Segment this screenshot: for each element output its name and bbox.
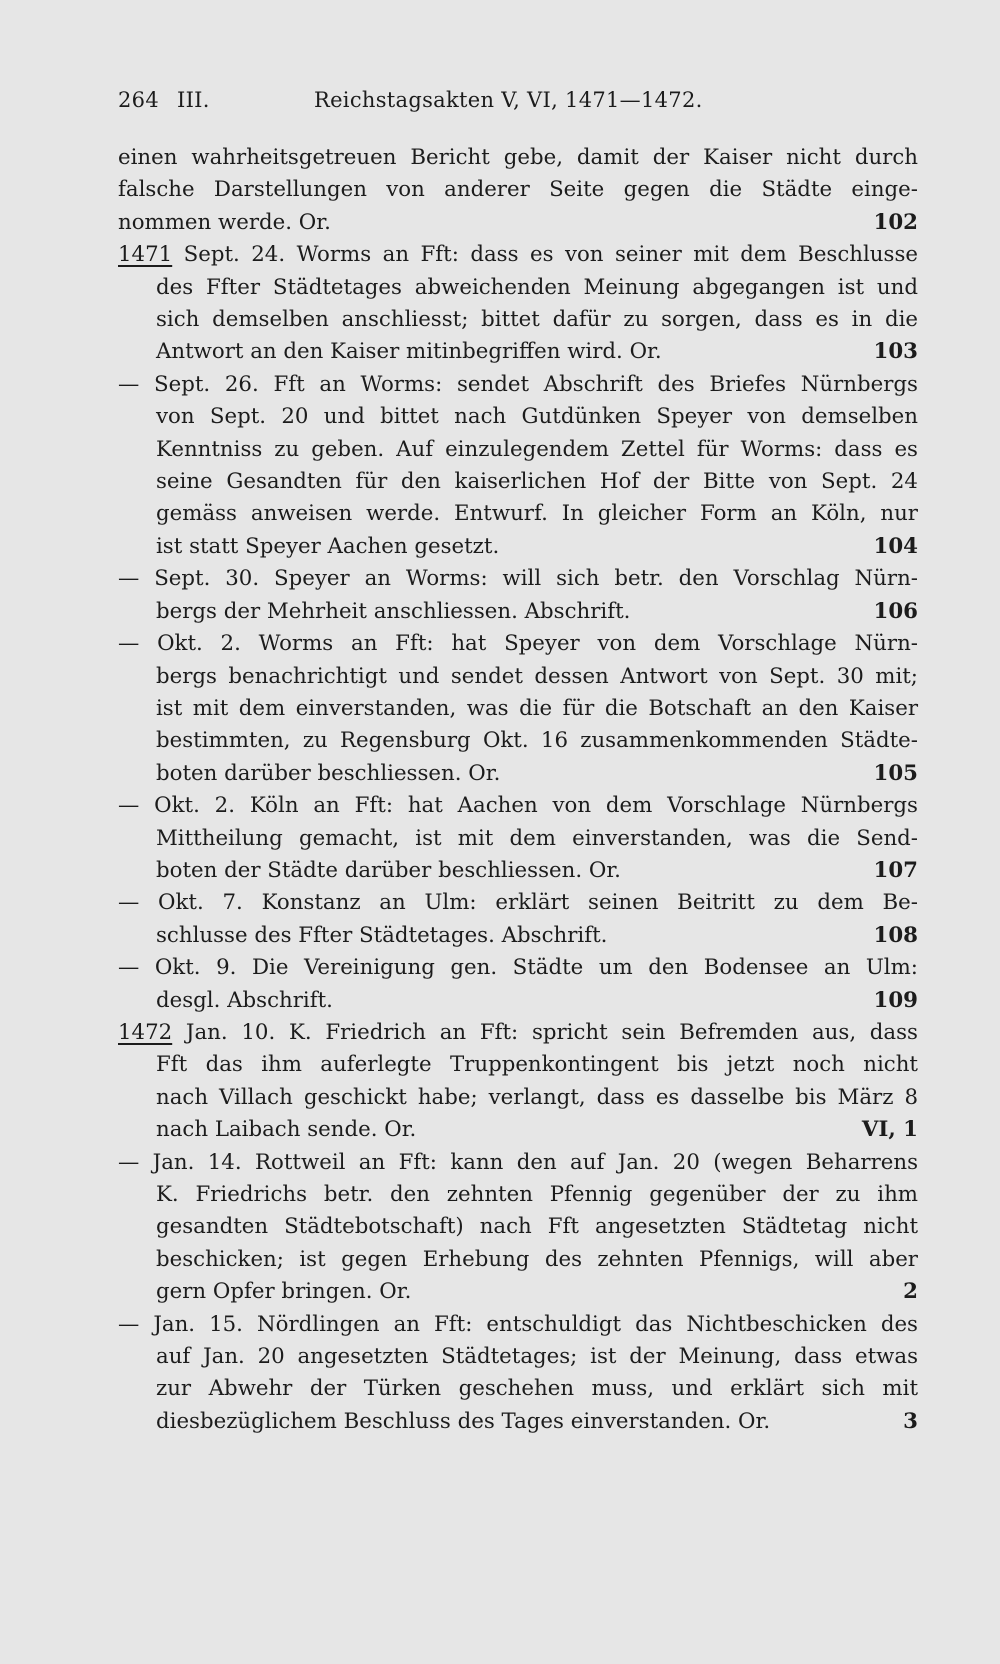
entry-reference-number: 103 [873,339,918,365]
entry-line [118,466,918,498]
entry-date: Jan. 15. [153,1311,243,1337]
entry-date: Jan. 14. [152,1149,242,1175]
line-text: sich demselben anschliesst; bittet dafür zu sorgen, dass es in die [156,307,918,333]
entry-reference-number: 107 [873,857,918,883]
entry-date: Jan. 10. [185,1019,276,1045]
entry-date: Sept. 26. [154,371,259,397]
entry-line [118,434,918,466]
entry-line [118,823,918,855]
regest-entry [118,628,918,790]
entry-line [118,790,918,822]
line-text: nach Laibach sende. Or. [156,1117,417,1143]
entry-reference-number: 3 [903,1408,918,1434]
line-text: gesandten Städtebotschaft) nach Fft angesetzten Städtetag nicht [156,1214,918,1240]
entry-line [118,661,918,693]
line-text: falsche Darstellungen von anderer Seite gegen die Städte einge- [118,177,918,203]
line-text: auf Jan. 20 angesetzten Städtetages; ist der Meinung, dass etwas [156,1344,918,1370]
line-text: ist mit dem einverstanden, was die für die Botschaft an den Kaiser [156,695,918,721]
entry-dash: — [118,371,140,397]
entry-line [118,563,918,595]
entry-date: Sept. 30. [154,566,260,592]
line-text: Rottweil an Fft: kann den auf Jan. 20 (wegen Beharrens [255,1149,919,1175]
entry-line [118,498,918,530]
entry-line [118,1179,918,1211]
line-text: Fft das ihm auferlegte Truppenkontingent bis jetzt noch nicht [156,1052,918,1078]
line-text: beschicken; ist gegen Erhebung des zehnten Pfennigs, will aber [156,1246,918,1272]
entry-reference-number: 104 [873,533,918,559]
line-text: Antwort an den Kaiser mitinbegriffen wird. Or. [156,339,662,365]
line-text: diesbezüglichem Beschluss des Tages einverstanden. Or. [156,1408,771,1434]
entry-reference-number: 106 [873,598,918,624]
entry-reference-number: VI, 1 [861,1117,918,1143]
line-text: desgl. Abschrift. [156,987,333,1013]
line-text: Kenntniss zu geben. Auf einzulegendem Zettel für Worms: dass es [156,436,918,462]
entry-line [118,1373,918,1405]
line-text: boten darüber beschliessen. Or. [156,760,501,786]
entry-line [118,1309,918,1341]
entry-line [118,952,918,984]
line-text: bergs der Mehrheit anschliessen. Abschrift. [156,598,631,624]
line-text: gern Opfer bringen. Or. [156,1279,412,1305]
entry-dash: — [118,955,140,981]
header-title: Reichstagsakten V, VI, 1471—1472. [313,88,703,112]
line-text: gemäss anweisen werde. Entwurf. In gleicher Form an Köln, nur [156,501,918,527]
entry-line [118,207,918,239]
entry-line [118,1211,918,1243]
line-text: Die Vereinigung gen. Städte um den Bodensee an Ulm: [251,955,918,981]
entry-date: Okt. 9. [154,955,237,981]
line-text: einen wahrheitsgetreuen Bericht gebe, damit der Kaiser nicht durch [118,145,918,170]
entry-reference-number: 109 [873,987,918,1013]
entry-date: Sept. 24. [183,242,286,268]
regest-list [118,142,918,1438]
line-text: des Ffter Städtetages abweichenden Meinung abgegangen ist und [156,274,918,300]
regest-entry [118,369,918,563]
regest-entry [118,1147,918,1309]
entry-line [118,336,918,368]
entry-line [118,1082,918,1114]
regest-entry [118,1309,918,1439]
entry-line [118,304,918,336]
regest-entry [118,1017,918,1147]
line-text: von Sept. 20 und bittet nach Gutdünken Speyer von demselben [156,404,918,430]
entry-line [118,531,918,563]
entry-line [118,758,918,790]
regest-entry [118,239,918,369]
entry-line [118,369,918,401]
regest-entry [118,142,918,239]
entry-line [118,920,918,952]
line-text: seine Gesandten für den kaiserlichen Hof der Bitte von Sept. 24 [156,469,918,495]
running-header [118,88,878,112]
entry-line [118,142,918,174]
entry-dash: — [118,793,140,819]
entry-line [118,1017,918,1049]
regest-entry [118,563,918,628]
line-text: Speyer an Worms: will sich betr. den Vorschlag Nürn- [274,566,918,592]
entry-line [118,887,918,919]
entry-reference-number: 102 [873,209,918,235]
entry-year: 1471 [118,242,173,268]
entry-dash: — [118,566,140,592]
regest-entry [118,790,918,887]
line-text: zur Abwehr der Türken geschehen muss, und erklärt sich mit [156,1376,918,1402]
entry-line [118,1049,918,1081]
regest-entry [118,887,918,952]
entry-dash: — [118,1311,140,1337]
entry-line [118,628,918,660]
entry-line [118,1244,918,1276]
line-text: schlusse des Ffter Städtetages. Abschrift. [156,922,608,948]
line-text: ist statt Speyer Aachen gesetzt. [156,533,500,559]
entry-date: Okt. 7. [158,890,243,916]
part-number: III. [176,88,210,112]
entry-line [118,1341,918,1373]
line-text: K. Friedrich an Fft: spricht sein Befremden aus, dass [288,1019,918,1045]
entry-line [118,239,918,271]
line-text: Nördlingen an Fft: entschuldigt das Nichtbeschicken des [256,1311,918,1337]
page-number: 264 [118,88,159,112]
entry-line [118,174,918,206]
entry-dash: — [118,1149,140,1175]
entry-line [118,725,918,757]
entry-line [118,401,918,433]
entry-line [118,693,918,725]
line-text: Worms an Fft: hat Speyer von dem Vorschlage Nürn- [258,631,918,657]
entry-line [118,1114,918,1146]
entry-line [118,1276,918,1308]
line-text: bestimmten, zu Regensburg Okt. 16 zusammenkommenden Städte- [156,728,918,754]
entry-line [118,855,918,887]
line-text: boten der Städte darüber beschliessen. Or. [156,857,621,883]
entry-date: Okt. 2. [157,631,241,657]
entry-line [118,272,918,304]
line-text: Köln an Fft: hat Aachen von dem Vorschlage Nürnbergs [249,793,918,819]
entry-reference-number: 108 [873,922,918,948]
line-text: Mittheilung gemacht, ist mit dem einverstanden, was die Send- [156,825,918,851]
entry-reference-number: 2 [903,1279,918,1305]
line-text: Konstanz an Ulm: erklärt seinen Beitritt zu dem Be- [261,890,918,916]
line-text: Fft an Worms: sendet Abschrift des Briefes Nürnbergs [273,371,918,397]
entry-line [118,1406,918,1438]
entry-dash: — [118,890,140,916]
entry-date: Okt. 2. [154,793,235,819]
entry-reference-number: 105 [873,760,918,786]
regest-entry [118,952,918,1017]
entry-line [118,596,918,628]
entry-dash: — [118,631,140,657]
entry-line [118,985,918,1017]
line-text: nommen werde. Or. [118,209,331,235]
line-text: Worms an Fft: dass es von seiner mit dem Beschlusse [296,242,918,268]
line-text: nach Villach geschickt habe; verlangt, dass es dasselbe bis März 8 [156,1084,918,1110]
line-text: K. Friedrichs betr. den zehnten Pfennig gegenüber der zu ihm [156,1182,918,1207]
line-text: bergs benachrichtigt und sendet dessen Antwort von Sept. 30 mit; [156,663,918,689]
entry-line [118,1147,918,1179]
entry-year: 1472 [118,1019,173,1045]
